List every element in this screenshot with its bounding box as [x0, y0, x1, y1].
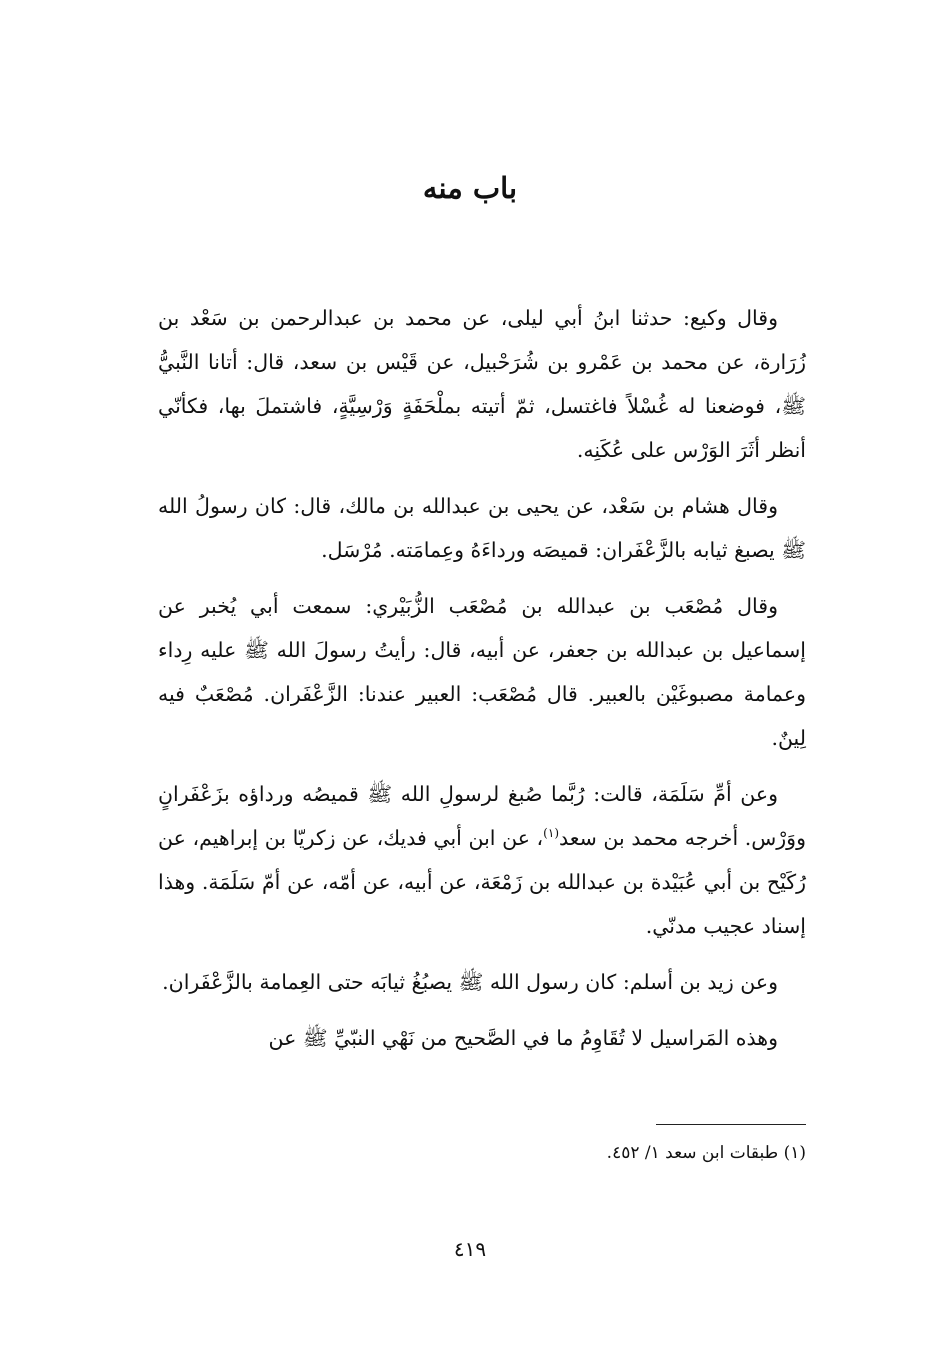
page-number: ٤١٩	[453, 1237, 487, 1261]
chapter-heading: باب منه	[422, 171, 518, 205]
paragraph-zayd: وعن زيد بن أسلم: كان رسول الله ﷺ يصبُغُ ثيابَه حتى العِمامة بالزَّعْفَران.	[162, 970, 778, 994]
main-text	[158, 296, 806, 1072]
umm-salama-text-start: وعن أمِّ سَلَمَة، قالت: رُبَّما صُبغ لرسولِ الله ﷺ قميصُه ورداؤه بزَعْفَرانٍ ووَرْس. أخرجه محمد بن سعد	[158, 782, 806, 850]
footnote-reference[interactable]: (١)	[543, 826, 559, 841]
paragraph-waki: وقال وكيع: حدثنا ابنُ أبي ليلى، عن محمد بن عبدالرحمن بن سَعْد بن زُرَارة، عن محمد بن عَمْرو بن شُرَحْبيل، عن قَيْس بن سعد، قال: أتانا النَّبيُّ ﷺ، فوضعنا له غُسْلاً فاغتسل، ثمّ أتيته بملْحَفَةٍ وَرْسِيَّةٍ، فاشتملَ بها، فكأنّي أنظر أثَرَ الوَرْس على عُكَنِه.	[158, 306, 806, 462]
paragraph-umm-salama	[158, 772, 806, 948]
paragraph-hisham: وقال هشام بن سَعْد، عن يحيى بن عبدالله بن مالك، قال: كان رسولُ الله ﷺ يصبغ ثيابه بالزَّعْفَران: قميصَه ورداءَهُ وعِمامَته. مُرْسَل.	[158, 494, 806, 562]
umm-salama-text-end: ، عن ابن أبي فديك، عن زكريّا بن إبراهيم، عن رُكَيْح بن أبي عُبَيْدة بن عبدالله بن زَمْعَة، عن أبيه، عن أمّه، عن أمّ سَلَمَة. وهذا إسناد عجيب مدنّي.	[158, 826, 806, 938]
paragraph-marasil: وهذه المَراسيل لا تُقَاوِمُ ما في الصَّحيح من نَهْي النبّيِّ ﷺ عن	[268, 1026, 778, 1050]
paragraph-musab: وقال مُصْعَب بن عبدالله بن مُصْعَب الزُّبَيْري: سمعت أبي يُخبر عن إسماعيل بن عبدالله بن جعفر، عن أبيه، قال: رأيتُ رسولَ الله ﷺ عليه رِداء وعمامة مصبوغَيْن بالعبير. قال مُصْعَب: العبير عندنا: الزَّعْفَران. مُصْعَبٌ فيه لِينٌ.	[158, 594, 806, 750]
footnote: (١) طبقات ابن سعد ١/ ٤٥٢.	[606, 1143, 806, 1163]
footnote-divider	[656, 1124, 806, 1125]
